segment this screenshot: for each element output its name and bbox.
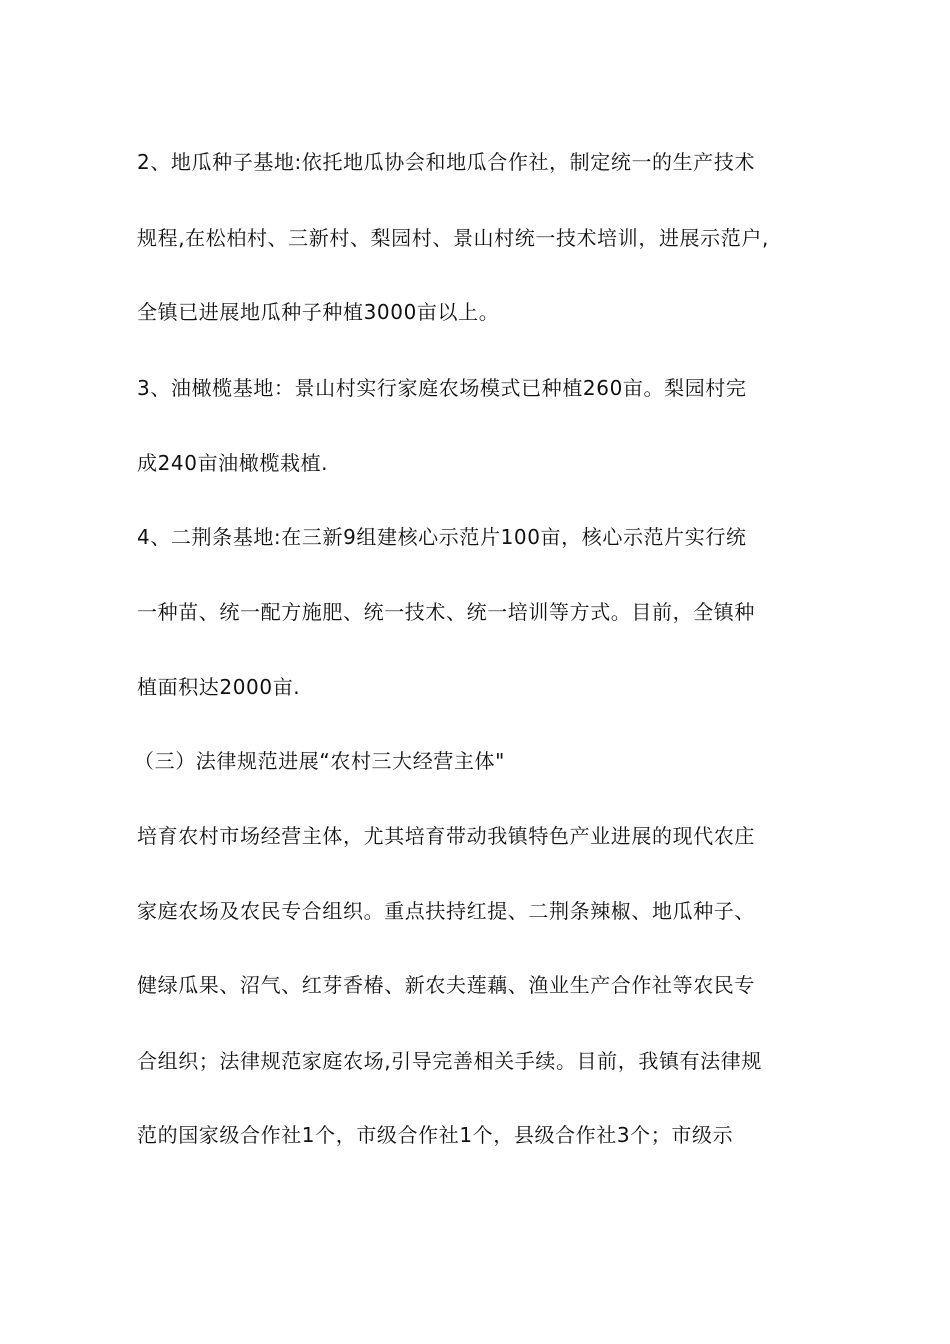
paragraph-line: 全镇已进展地瓜种子种植3000亩以上。 bbox=[137, 300, 500, 324]
paragraph-line: 家庭农场及农民专合组织。重点扶持红提、二荆条辣椒、地瓜种子、 bbox=[137, 899, 755, 923]
paragraph-line: 健绿瓜果、沼气、红芽香椿、新农夫莲藕、渔业生产合作社等农民专 bbox=[137, 973, 755, 997]
paragraph-line: 4、二荆条基地:在三新9组建核心示范片100亩，核心示范片实行统 bbox=[137, 525, 747, 549]
paragraph-line: 培育农村市场经营主体，尤其培育带动我镇特色产业进展的现代农庄 bbox=[137, 824, 755, 848]
paragraph-line: 规程,在松柏村、三新村、梨园村、景山村统一技术培训，进展示范户, bbox=[137, 226, 769, 250]
section-heading: （三）法律规范进展“农村三大经营主体" bbox=[134, 749, 505, 773]
paragraph-line: 成240亩油橄榄栽植. bbox=[137, 451, 329, 475]
paragraph-line: 合组织；法律规范家庭农场,引导完善相关手续。目前，我镇有法律规 bbox=[137, 1049, 762, 1073]
paragraph-line: 一种苗、统一配方施肥、统一技术、统一培训等方式。目前，全镇种 bbox=[137, 600, 755, 624]
paragraph-line: 2、地瓜种子基地:依托地瓜协会和地瓜合作社，制定统一的生产技术 bbox=[137, 150, 756, 174]
paragraph-line: 范的国家级合作社1个，市级合作社1个，县级合作社3个；市级示 bbox=[137, 1123, 734, 1147]
paragraph-line: 3、油橄榄基地：景山村实行家庭农场模式已种植260亩。梨园村完 bbox=[137, 376, 747, 400]
paragraph-line: 植面积达2000亩. bbox=[137, 675, 301, 699]
